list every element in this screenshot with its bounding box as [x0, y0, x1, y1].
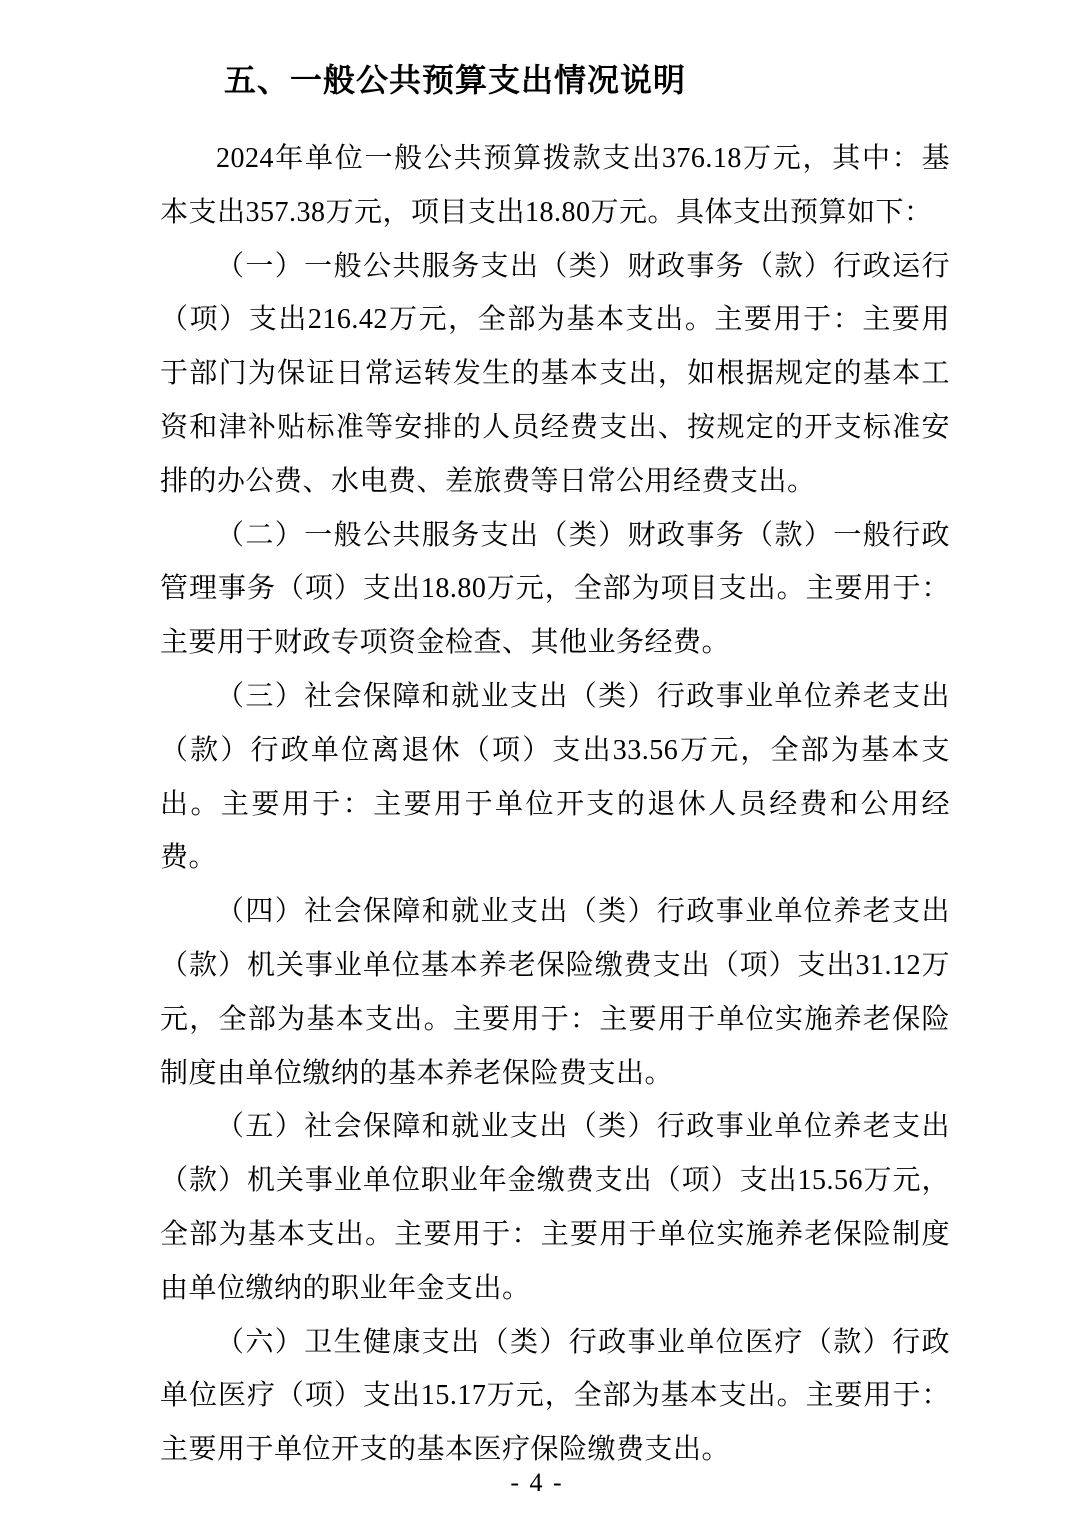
document-body	[160, 56, 950, 1477]
page-number: - 4 -	[510, 1468, 564, 1497]
paragraph-item-2-general-admin-affairs: （二）一般公共服务支出（类）财政事务（款）一般行政管理事务（项）支出18.80万元，全部为项目支出。主要用于：主要用于财政专项资金检查、其他业务经费。	[160, 519, 950, 659]
paragraph-item-1-administrative-operation: （一）一般公共服务支出（类）财政事务（款）行政运行（项）支出216.42万元，全部为基本支出。主要用于：主要用于部门为保证日常运转发生的基本支出，如根据规定的基本工资和津补贴标准等安排的人员经费支出、按规定的开支标准安排的办公费、水电费、差旅费等日常公用经费支出。	[160, 250, 950, 497]
paragraph-item-3-retirement: （三）社会保障和就业支出（类）行政事业单位养老支出（款）行政单位离退休（项）支出33.56万元，全部为基本支出。主要用于：主要用于单位开支的退休人员经费和公用经费。	[160, 680, 950, 874]
paragraph-item-5-occupational-annuity: （五）社会保障和就业支出（类）行政事业单位养老支出（款）机关事业单位职业年金缴费支出（项）支出15.56万元，全部为基本支出。主要用于：主要用于单位实施养老保险制度由单位缴纳的职业年金支出。	[160, 1111, 950, 1304]
section-heading: 五、一般公共预算支出情况说明	[224, 62, 687, 98]
paragraph-item-4-basic-pension-contribution: （四）社会保障和就业支出（类）行政事业单位养老支出（款）机关事业单位基本养老保险缴费支出（项）支出31.12万元，全部为基本支出。主要用于：主要用于单位实施养老保险制度由单位缴纳的基本养老保险费支出。	[160, 896, 950, 1089]
paragraph-budget-summary: 2024年单位一般公共预算拨款支出376.18万元，其中：基本支出357.38万元，项目支出18.80万元。具体支出预算如下：	[160, 143, 950, 228]
paragraph-item-6-medical: （六）卫生健康支出（类）行政事业单位医疗（款）行政单位医疗（项）支出15.17万元，全部为基本支出。主要用于：主要用于单位开支的基本医疗保险缴费支出。	[160, 1326, 950, 1466]
